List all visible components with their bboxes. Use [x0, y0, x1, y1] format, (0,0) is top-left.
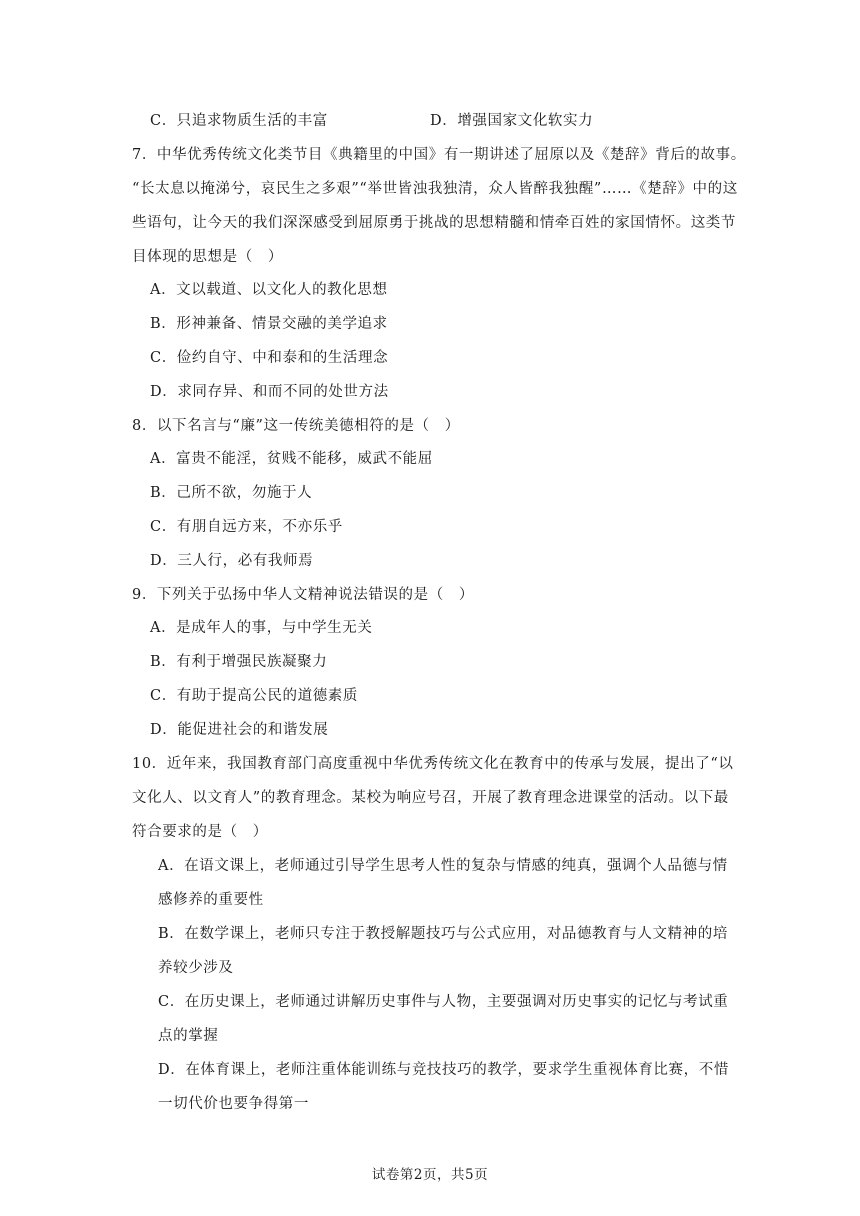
q10-option-c-line-1: C．在历史课上，老师通过讲解历史事件与人物，主要强调对历史事实的记忆与考试重: [158, 994, 729, 1010]
q7-option-b: B．形神兼备、情景交融的美学追求: [150, 316, 388, 332]
q10-stem-line-1: 10．近年来，我国教育部门高度重视中华优秀传统文化在教育中的传承与发展，提出了“以: [132, 756, 734, 772]
q10-option-a-line-1: A．在语文课上，老师通过引导学生思考人性的复杂与情感的纯真，强调个人品德与情: [158, 858, 728, 874]
q8-option-c: C．有朋自远方来，不亦乐乎: [150, 519, 343, 535]
q10-option-c-line-2: 点的掌握: [158, 1028, 219, 1044]
q9-option-d: D．能促进社会的和谐发展: [150, 722, 329, 738]
q7-option-d: D．求同存异、和而不同的处世方法: [150, 384, 389, 400]
q10-stem-line-3: 符合要求的是（ ）: [132, 824, 268, 840]
q7-stem-line-1: 7．中华优秀传统文化类节目《典籍里的中国》有一期讲述了屈原以及《楚辞》背后的故事。: [132, 147, 746, 163]
q7-option-c: C．俭约自守、中和泰和的生活理念: [150, 350, 389, 366]
q8-stem: 8．以下名言与“廉”这一传统美德相符的是（ ）: [132, 418, 460, 434]
q10-option-d-line-1: D．在体育课上，老师注重体能训练与竞技技巧的教学，要求学生重视体育比赛，不惜: [158, 1062, 729, 1078]
q7-option-a: A．文以载道、以文化人的教化思想: [150, 282, 388, 298]
q6-option-d: D．增强国家文化软实力: [430, 113, 594, 129]
q7-stem-line-3: 些语句，让今天的我们深深感受到屈原勇于挑战的思想精髓和情牵百姓的家国情怀。这类节: [132, 215, 736, 231]
q10-stem-line-2: 文化人、以文育人”的教育理念。某校为响应号召，开展了教育理念进课堂的活动。以下最: [132, 790, 729, 806]
page-footer: 试卷第2页，共5页: [371, 1167, 489, 1183]
q8-option-a: A．富贵不能淫，贫贱不能移，威武不能屈: [150, 451, 433, 467]
q9-option-a: A．是成年人的事，与中学生无关: [150, 620, 373, 636]
q10-option-b-line-2: 养较少涉及: [158, 960, 234, 976]
q7-stem-line-4: 目体现的思想是（ ）: [132, 249, 283, 265]
q9-stem: 9．下列关于弘扬中华人文精神说法错误的是（ ）: [132, 587, 475, 603]
q8-option-d: D．三人行，必有我师焉: [150, 553, 314, 569]
q10-option-a-line-2: 感修养的重要性: [158, 892, 264, 908]
q9-option-c: C．有助于提高公民的道德素质: [150, 688, 358, 704]
q9-option-b: B．有利于增强民族凝聚力: [150, 654, 328, 670]
q6-option-c: C．只追求物质生活的丰富: [150, 113, 328, 129]
q10-option-d-line-2: 一切代价也要争得第一: [158, 1096, 309, 1112]
q7-stem-line-2: “长太息以掩涕兮，哀民生之多艰”“举世皆浊我独清，众人皆醉我独醒”……《楚辞》中的这: [132, 181, 738, 197]
q8-option-b: B．己所不欲，勿施于人: [150, 485, 313, 501]
q10-option-b-line-1: B．在数学课上，老师只专注于教授解题技巧与公式应用，对品德教育与人文精神的培: [158, 926, 728, 942]
